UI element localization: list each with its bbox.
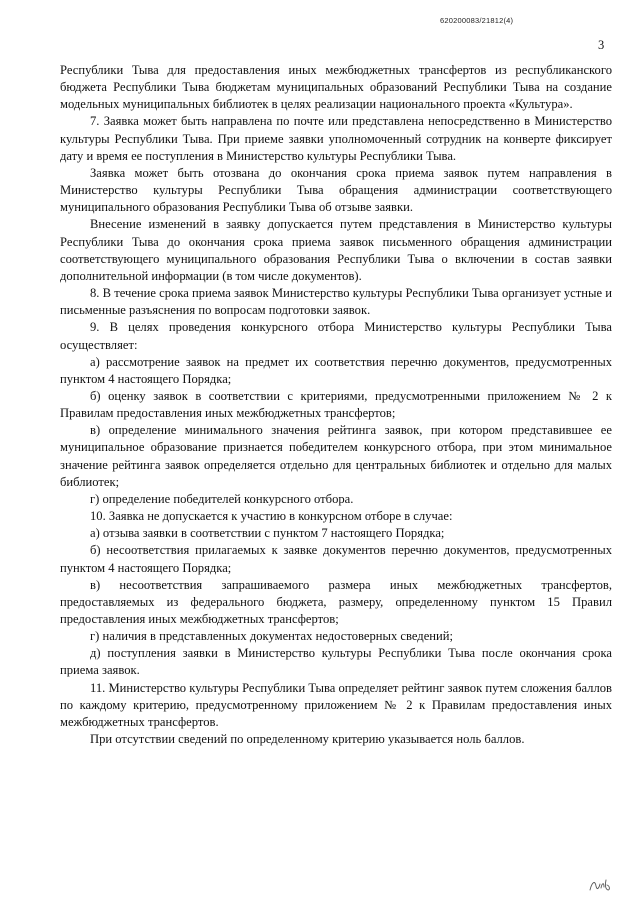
handwritten-initials — [588, 876, 612, 894]
paragraph: Республики Тыва для предоставления иных межбюджетных трансфертов из республиканского бюджета Республики Тыва бюджетам муниципальных образований Республики Тыва на создание модельных муниципальных библиотек в целях реализации национального проекта «Культура». — [60, 63, 612, 112]
paragraph: 8. В течение срока приема заявок Министерство культуры Республики Тыва организует устные и письменные разъяснения по вопросам подготовки заявок. — [60, 286, 612, 318]
page-number: 3 — [598, 38, 605, 52]
paragraph: б) несоответствия прилагаемых к заявке документов перечню документов, предусмотренных пунктом 4 настоящего Порядка; — [60, 543, 612, 575]
paragraph: Внесение изменений в заявку допускается путем представления в Министерство культуры Республики Тыва до окончания срока приема заявок письменного обращения администрации соответствующего муниципального образования Республики Тыва о включении в состав заявки дополнительной информации (в том числе документов). — [60, 217, 612, 283]
paragraph: а) рассмотрение заявок на предмет их соответствия перечню документов, предусмотренных пунктом 4 настоящего Порядка; — [60, 354, 612, 386]
paragraph: г) наличия в представленных документах недостоверных сведений; — [90, 629, 454, 644]
paragraph: в) определение минимального значения рейтинга заявок, при котором представившее ее муниципальное образование признается победителем конкурсного отбора, при этом минимальное значение рейтинга заявок определяется отдельно для центральных библиотек и отдельно для малых библиотек; — [60, 423, 612, 489]
paragraph: б) оценку заявок в соответствии с критериями, предусмотренными приложением № 2 к Правилам предоставления иных межбюджетных трансфертов; — [60, 388, 612, 421]
paragraph: в) несоответствия запрашиваемого размера иных межбюджетных трансфертов, предоставляемых из федерального бюджета, размеру, определенному пунктом 15 Правил предоставления иных межбюджетных трансфертов; — [60, 577, 612, 626]
paragraph: При отсутствии сведений по определенному критерию указывается ноль баллов. — [90, 732, 525, 747]
paragraph: 10. Заявка не допускается к участию в конкурсном отборе в случае: — [90, 509, 453, 524]
document-code: 620200083/21812(4) — [440, 16, 514, 25]
paragraph: а) отзыва заявки в соответствии с пунктом 7 настоящего Порядка; — [90, 526, 445, 541]
document-body — [60, 62, 612, 748]
paragraph: 11. Министерство культуры Республики Тыва определяет рейтинг заявок путем сложения баллов по каждому критерию, предусмотренному приложением № 2 к Правилам предоставления иных межбюджетных трансфертов. — [60, 680, 612, 729]
paragraph: г) определение победителей конкурсного отбора. — [90, 491, 354, 506]
paragraph: Заявка может быть отозвана до окончания срока приема заявок путем направления в Министерство культуры Республики Тыва обращения администрации соответствующего муниципального образования Республики Тыва об отзыве заявки. — [60, 165, 612, 215]
paragraph: д) поступления заявки в Министерство культуры Республики Тыва после окончания срока приема заявок. — [60, 646, 612, 678]
paragraph: 7. Заявка может быть направлена по почте или представлена непосредственно в Министерство культуры Республики Тыва. При приеме заявки уполномоченный сотрудник на конверте фиксирует дату и время ее поступления в Министерство культуры Республики Тыва. — [60, 114, 612, 163]
paragraph: 9. В целях проведения конкурсного отбора Министерство культуры Республики Тыва осуществляет: — [60, 320, 612, 352]
